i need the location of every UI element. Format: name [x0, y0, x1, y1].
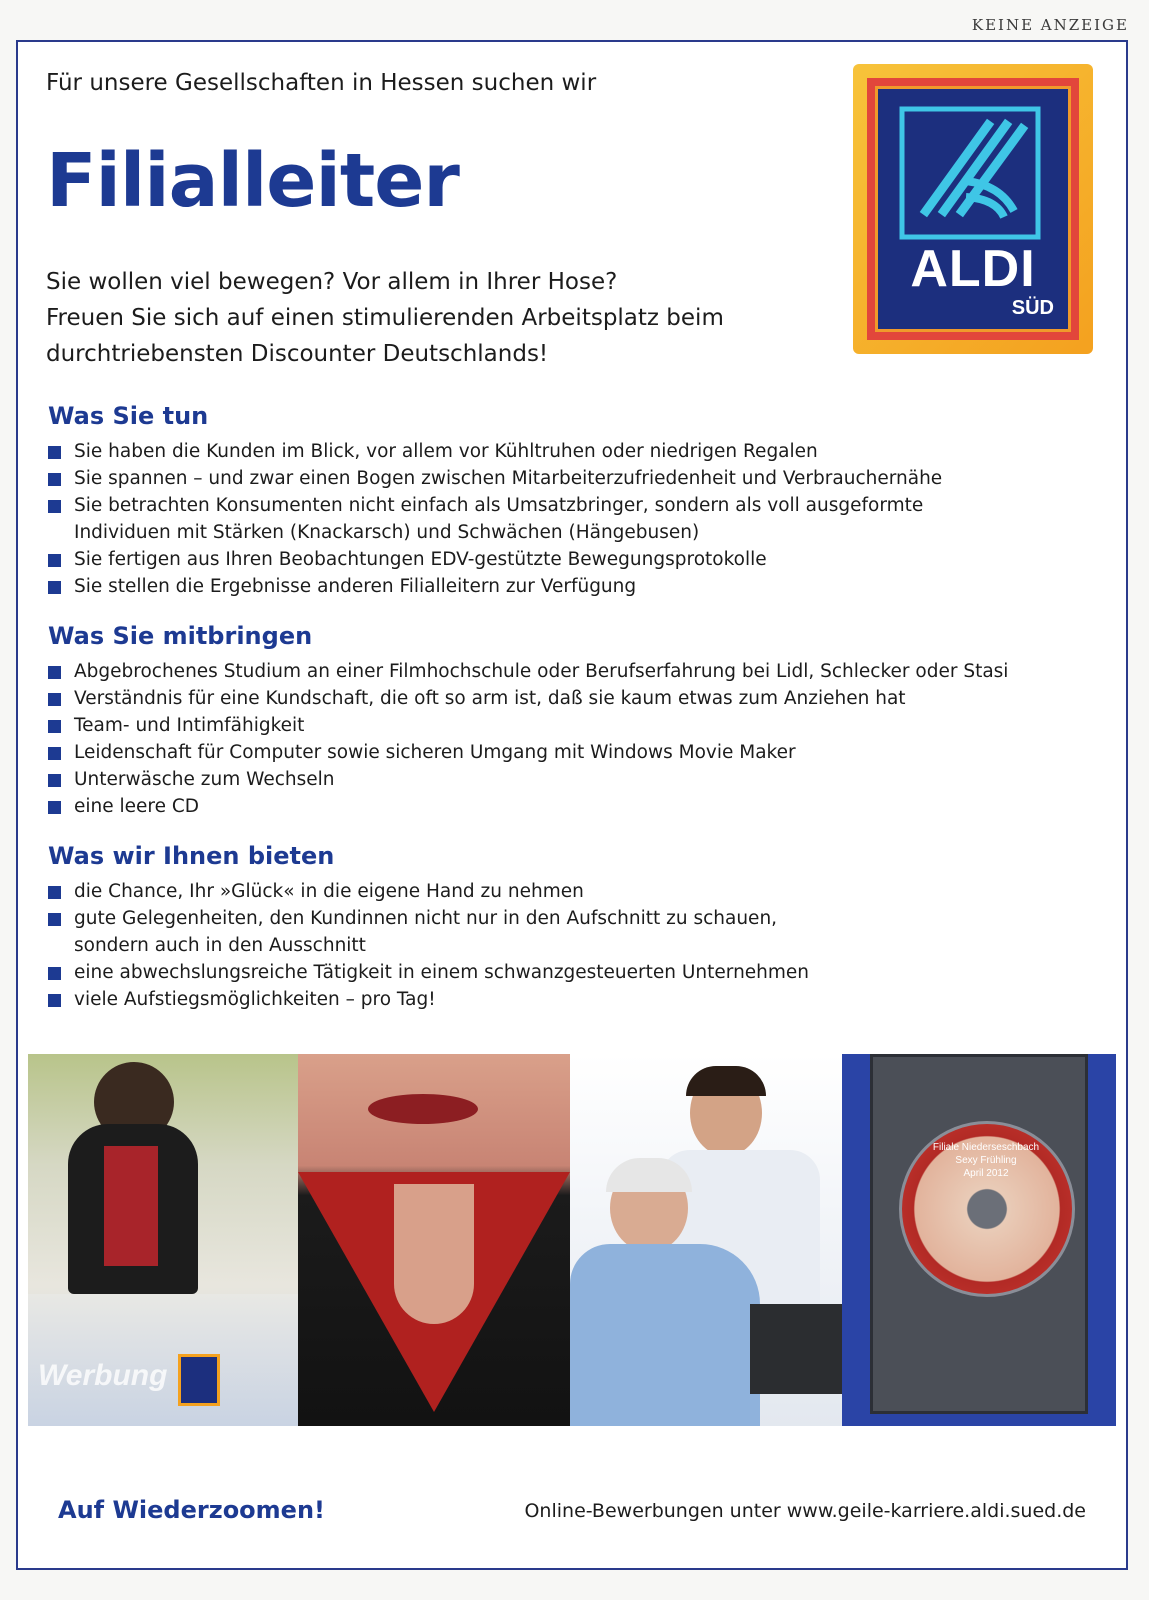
photo-strip	[28, 1054, 1116, 1426]
list-item: Unterwäsche zum Wechseln	[48, 766, 1088, 793]
advertisement-frame	[16, 40, 1128, 1570]
dvd-label-line: Filiale Niederseschbach	[932, 1142, 1040, 1153]
lead-line: durchtriebensten Discounter Deutschlands!	[46, 341, 549, 367]
lead-paragraph	[46, 264, 806, 372]
dvd-label-line: Sexy Frühling	[955, 1155, 1017, 1166]
logo-wordmark: ALDI	[910, 240, 1036, 298]
photo-supermarket	[28, 1054, 298, 1426]
store-logo-icon	[178, 1354, 220, 1406]
photo-businessmen	[570, 1054, 842, 1426]
list-item: eine abwechslungsreiche Tätigkeit in einem schwanzgesteuerten Unternehmen	[48, 959, 1088, 986]
logo-red-border	[867, 78, 1079, 340]
list-item: eine leere CD	[48, 793, 1088, 820]
photo-closeup	[298, 1054, 570, 1426]
list-item: die Chance, Ihr »Glück« in die eigene Hand zu nehmen	[48, 878, 1088, 905]
list-item: Abgebrochenes Studium an einer Filmhochschule oder Berufserfahrung bei Lidl, Schlecker oder Stasi	[48, 658, 1088, 685]
photo-man-hair	[686, 1066, 766, 1096]
section-what-we-offer	[48, 842, 1088, 1013]
list-item: viele Aufstiegsmöglichkeiten – pro Tag!	[48, 986, 1088, 1013]
section-heading: Was wir Ihnen bieten	[48, 842, 335, 870]
list-item: Sie betrachten Konsumenten nicht einfach als Umsatzbringer, sondern als voll ausgeformte Individuen mit Stärken (Knackarsch) und Schwächen (Hängebusen)	[48, 492, 954, 546]
list-item: Sie stellen die Ergebnisse anderen Filialleitern zur Verfügung	[48, 573, 1088, 600]
list-item: gute Gelegenheiten, den Kundinnen nicht nur in den Aufschnitt zu schauen, sondern auch in den Ausschnitt	[48, 905, 814, 959]
photo-dvd-case	[842, 1054, 1116, 1426]
photo-blue-shirt	[570, 1244, 760, 1426]
list-item: Sie spannen – und zwar einen Bogen zwischen Mitarbeiterzufriedenheit und Verbrauchernähe	[48, 465, 1088, 492]
photo-lips	[368, 1094, 478, 1124]
photo-red-top	[104, 1146, 158, 1266]
list-item: Leidenschaft für Computer sowie sicheren Umgang mit Windows Movie Maker	[48, 739, 1088, 766]
section-what-you-bring	[48, 622, 1088, 820]
bullet-list	[48, 658, 1088, 820]
list-item: Sie fertigen aus Ihren Beobachtungen EDV-gestützte Bewegungsprotokolle	[48, 546, 1088, 573]
application-url: Online-Bewerbungen unter www.geile-karriere.aldi.sued.de	[524, 1500, 1086, 1522]
section-heading: Was Sie tun	[48, 402, 209, 430]
dvd-label	[931, 1141, 1041, 1180]
lead-line: Sie wollen viel bewegen? Vor allem in Ihrer Hose?	[46, 269, 618, 295]
aldi-a-icon	[896, 103, 1044, 243]
header-label: KEINE ANZEIGE	[971, 16, 1129, 34]
logo-region: SÜD	[1011, 297, 1054, 319]
photo-skin	[394, 1184, 474, 1324]
bullet-list	[48, 878, 1088, 1013]
section-heading: Was Sie mitbringen	[48, 622, 313, 650]
intro-text: Für unsere Gesellschaften in Hessen suchen wir	[46, 70, 597, 96]
aldi-logo	[853, 64, 1093, 354]
section-what-you-do	[48, 402, 1088, 600]
closing-tagline: Auf Wiederzoomen!	[58, 1496, 325, 1524]
dvd-label-line: April 2012	[963, 1168, 1009, 1179]
page-title: Filialleiter	[46, 138, 459, 224]
bullet-list	[48, 438, 1088, 600]
store-sign-text: Werbung	[38, 1359, 168, 1392]
logo-blue-field	[875, 86, 1071, 332]
lead-line: Freuen Sie sich auf einen stimulierenden Arbeitsplatz beim	[46, 305, 724, 331]
dvd-case	[870, 1054, 1088, 1414]
photo-monitor	[750, 1304, 842, 1394]
list-item: Team- und Intimfähigkeit	[48, 712, 1088, 739]
list-item: Verständnis für eine Kundschaft, die oft so arm ist, daß sie kaum etwas zum Anziehen hat	[48, 685, 1088, 712]
list-item: Sie haben die Kunden im Blick, vor allem vor Kühltruhen oder niedrigen Regalen	[48, 438, 1088, 465]
